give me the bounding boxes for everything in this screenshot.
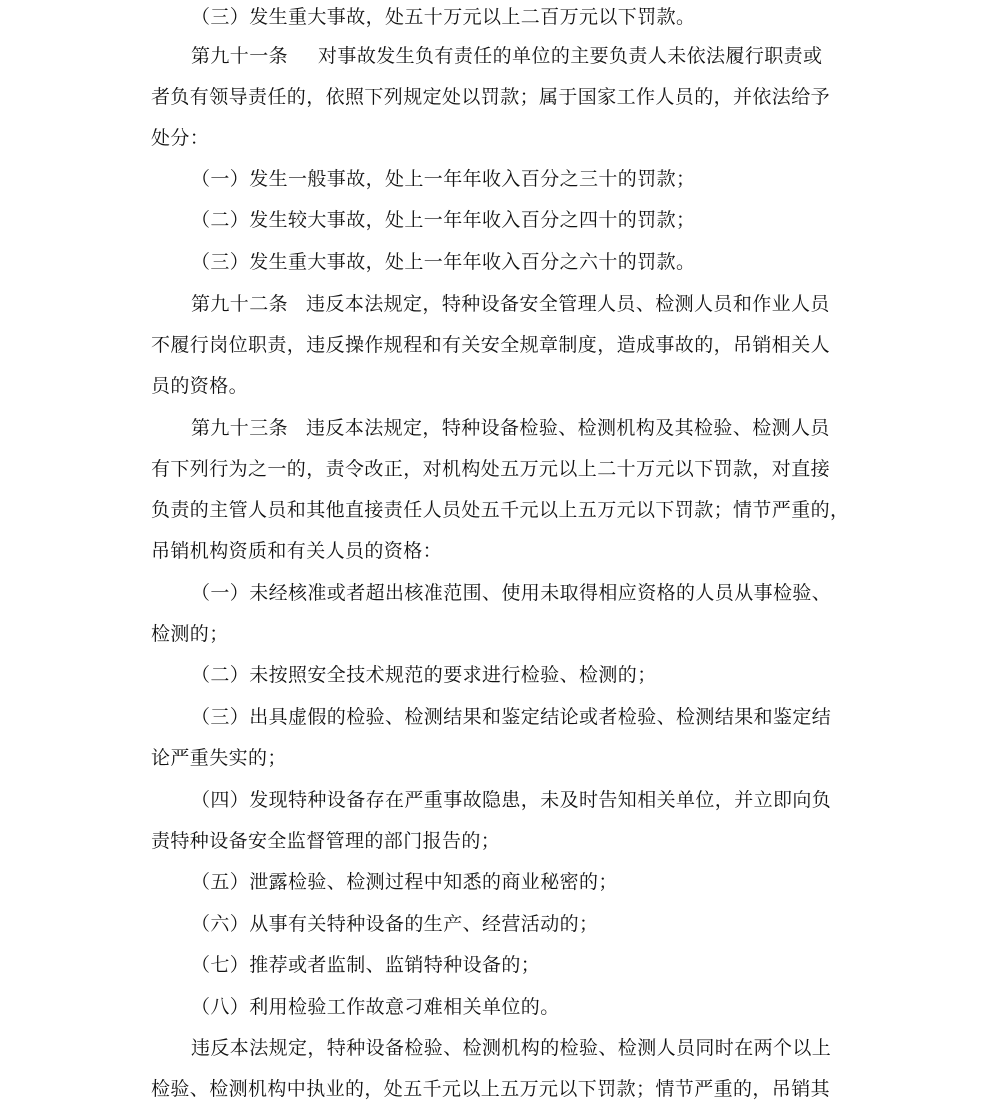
article-91-line	[0, 43, 1000, 69]
list-item: （七）推荐或者监制、监销特种设备的；	[191, 954, 541, 976]
list-item: （二）未按照安全技术规范的要求进行检验、检测的；	[191, 664, 657, 686]
text-line: 吊销机构资质和有关人员的资格：	[151, 540, 443, 562]
list-item: （四）发现特种设备存在严重事故隐患，未及时告知相关单位，并立即向负	[191, 789, 832, 811]
text-line: 负责的主管人员和其他直接责任人员处五千元以上五万元以下罚款；情节严重的，	[151, 499, 850, 521]
text-line: 违反本法规定，特种设备检验、检测机构的检验、检测人员同时在两个以上	[191, 1037, 832, 1059]
list-item: （三）出具虚假的检验、检测结果和鉴定结论或者检验、检测结果和鉴定结	[191, 706, 832, 728]
text-line: 员的资格。	[151, 375, 249, 397]
text-line: （三）发生重大事故，处五十万元以上二百万元以下罚款。	[191, 6, 696, 28]
list-item: （一）未经核准或者超出核准范围、使用未取得相应资格的人员从事检验、	[191, 582, 832, 604]
text-line: 论严重失实的；	[151, 747, 287, 769]
article-text: 违反本法规定，特种设备安全管理人员、检测人员和作业人员	[306, 293, 830, 315]
list-item: （五）泄露检验、检测过程中知悉的商业秘密的；	[191, 871, 618, 893]
list-item: （三）发生重大事故，处上一年年收入百分之六十的罚款。	[191, 251, 696, 273]
text-line: 检验、检测机构中执业的，处五千元以上五万元以下罚款；情节严重的，吊销其	[151, 1078, 831, 1100]
list-item: （二）发生较大事故，处上一年年收入百分之四十的罚款；	[191, 209, 696, 231]
text-line: 检测的；	[151, 623, 229, 645]
article-93-line	[0, 415, 1000, 441]
text-line: 责特种设备安全监督管理的部门报告的；	[151, 830, 501, 852]
list-item: （六）从事有关特种设备的生产、经营活动的；	[191, 913, 599, 935]
list-item: （一）发生一般事故，处上一年年收入百分之三十的罚款；	[191, 168, 696, 190]
text-line: 者负有领导责任的，依照下列规定处以罚款；属于国家工作人员的，并依法给予	[151, 86, 831, 108]
text-line: 不履行岗位职责，违反操作规程和有关安全规章制度，造成事故的，吊销相关人	[151, 334, 831, 356]
article-text: 对事故发生负有责任的单位的主要负责人未依法履行职责或	[318, 45, 823, 67]
list-item: （八）利用检验工作故意刁难相关单位的。	[191, 996, 560, 1018]
text-line: 有下列行为之一的，责令改正，对机构处五万元以上二十万元以下罚款，对直接	[151, 458, 831, 480]
text-line: 处分：	[151, 127, 210, 149]
article-number: 第九十二条	[191, 293, 289, 315]
article-92-line	[0, 291, 1000, 317]
article-text: 违反本法规定，特种设备检验、检测机构及其检验、检测人员	[306, 417, 830, 439]
article-number: 第九十三条	[191, 417, 289, 439]
article-number: 第九十一条	[191, 45, 289, 67]
